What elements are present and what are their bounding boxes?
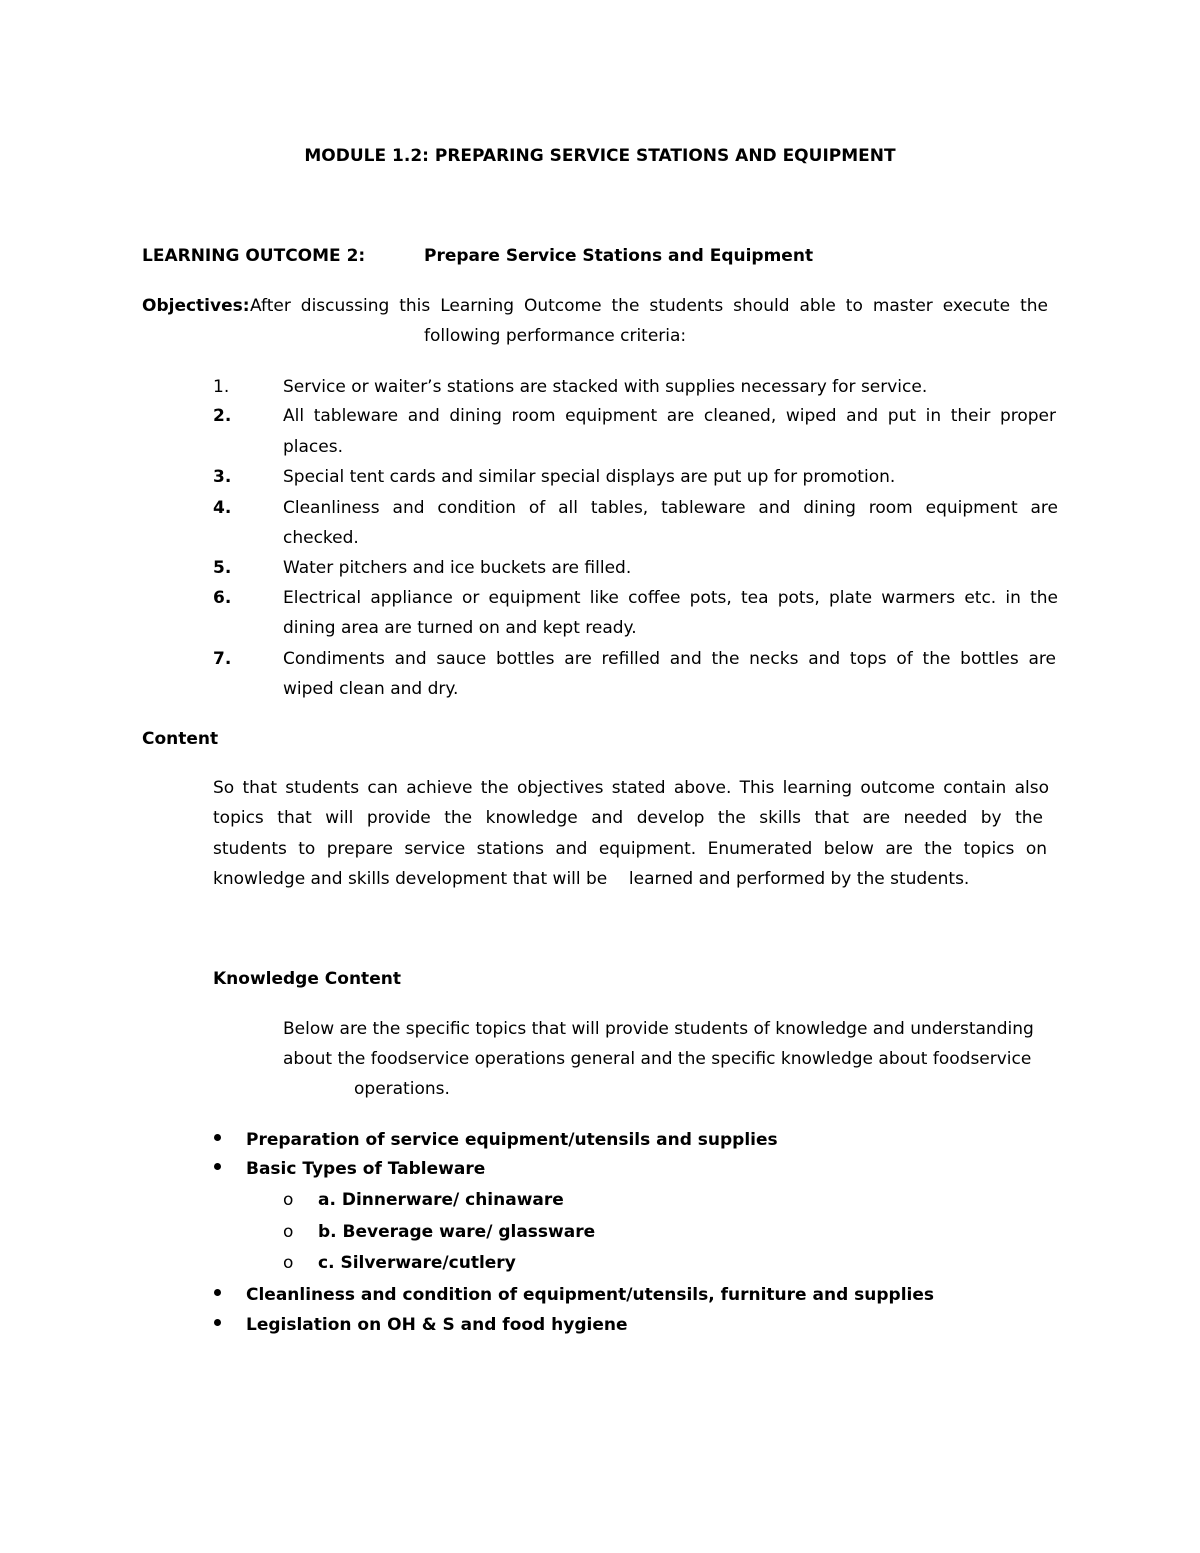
objective-item: Condiments and sauce bottles are refilled and the necks and tops of the bottles are [283, 649, 1056, 669]
objectives-label: Objectives: [142, 296, 250, 316]
objective-item: Water pitchers and ice buckets are filled. [283, 558, 632, 578]
objective-item: Special tent cards and similar special displays are put up for promotion. [283, 467, 896, 487]
topic-item: Preparation of service equipment/utensils and supplies [246, 1130, 778, 1150]
sub-bullet-icon: o [283, 1222, 294, 1242]
topic-item: Cleanliness and condition of equipment/utensils, furniture and supplies [246, 1285, 935, 1305]
content-paragraph-line: topics that will provide the knowledge and develop the skills that are needed by the [213, 808, 1043, 828]
objective-number: 7. [213, 649, 232, 669]
content-paragraph-line: knowledge and skills development that will be learned and performed by the students. [213, 869, 970, 889]
objective-number: 2. [213, 406, 232, 426]
learning-outcome-label: LEARNING OUTCOME 2: [142, 246, 366, 266]
objective-number: 1. [213, 377, 230, 397]
knowledge-paragraph-line: Below are the specific topics that will provide students of knowledge and understanding [283, 1019, 1034, 1039]
knowledge-heading: Knowledge Content [213, 969, 401, 989]
objective-item: Electrical appliance or equipment like coffee pots, tea pots, plate warmers etc. in the [283, 588, 1058, 608]
objective-item: Cleanliness and condition of all tables, tableware and dining room equipment are [283, 498, 1058, 518]
topic-item: Legislation on OH & S and food hygiene [246, 1315, 628, 1335]
objectives-intro: After discussing this Learning Outcome the students should able to master execute the [250, 296, 1048, 316]
page-title: MODULE 1.2: PREPARING SERVICE STATIONS AND EQUIPMENT [304, 146, 896, 166]
knowledge-paragraph-line: operations. [354, 1079, 450, 1099]
objective-item-cont: places. [283, 437, 343, 457]
objective-number: 4. [213, 498, 232, 518]
bullet-icon [214, 1163, 221, 1170]
sub-item: a. Dinnerware/ chinaware [318, 1190, 564, 1210]
topic-item: Basic Types of Tableware [246, 1159, 486, 1179]
objective-number: 3. [213, 467, 232, 487]
objective-item-cont: dining area are turned on and kept ready. [283, 618, 637, 638]
bullet-icon [214, 1134, 221, 1141]
content-heading: Content [142, 729, 219, 749]
sub-bullet-icon: o [283, 1253, 294, 1273]
sub-item: c. Silverware/cutlery [318, 1253, 516, 1273]
objective-item-cont: wiped clean and dry. [283, 679, 459, 699]
sub-bullet-icon: o [283, 1190, 294, 1210]
knowledge-paragraph-line: about the foodservice operations general and the specific knowledge about foodservice [283, 1049, 1032, 1069]
objective-item: All tableware and dining room equipment are cleaned, wiped and put in their proper [283, 406, 1056, 426]
objective-number: 6. [213, 588, 232, 608]
objective-number: 5. [213, 558, 232, 578]
objective-item: Service or waiter’s stations are stacked with supplies necessary for service. [283, 377, 928, 397]
sub-item: b. Beverage ware/ glassware [318, 1222, 596, 1242]
objectives-intro-cont: following performance criteria: [424, 326, 687, 346]
objective-item-cont: checked. [283, 528, 359, 548]
bullet-icon [214, 1289, 221, 1296]
learning-outcome-title: Prepare Service Stations and Equipment [424, 246, 814, 266]
content-paragraph-line: So that students can achieve the objectives stated above. This learning outcome contain also [213, 778, 1049, 798]
bullet-icon [214, 1319, 221, 1326]
content-paragraph-line: students to prepare service stations and equipment. Enumerated below are the topics on [213, 839, 1047, 859]
